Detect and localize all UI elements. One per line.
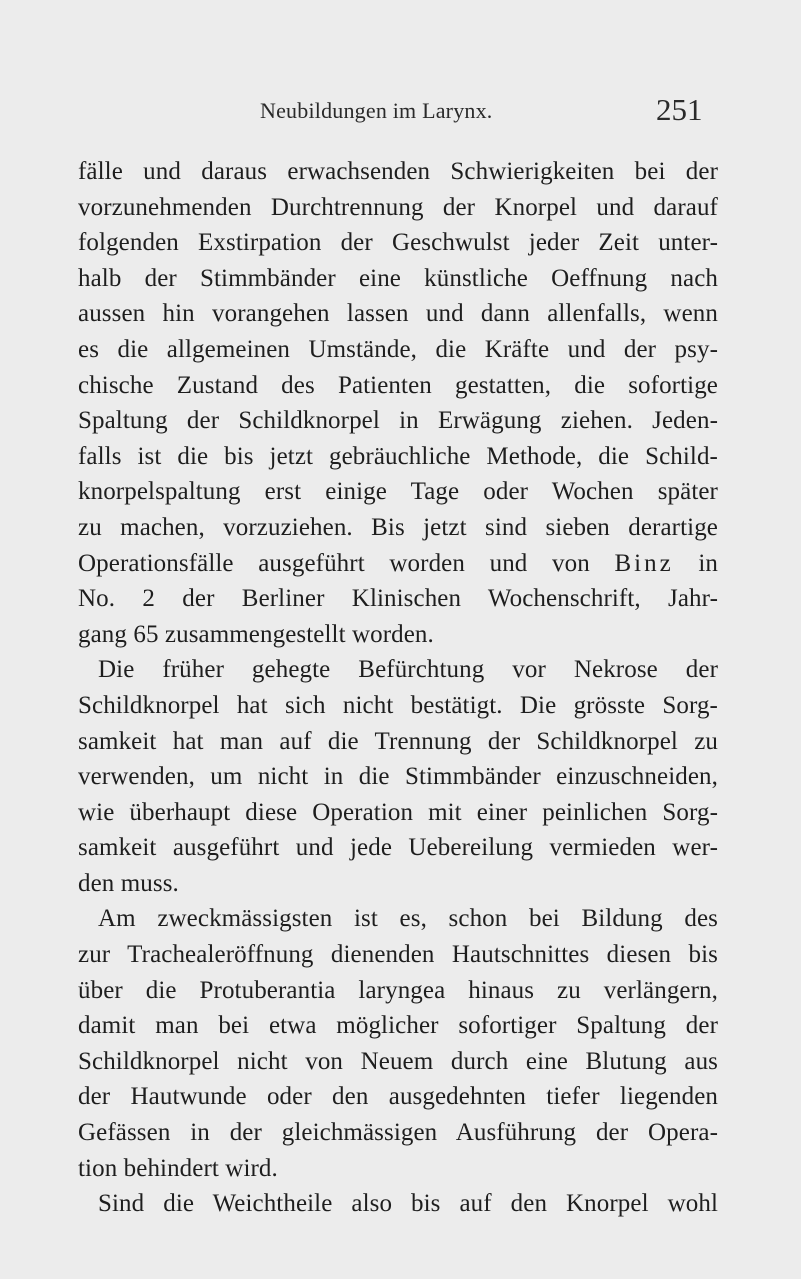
text-line: fälle und daraus erwachsenden Schwierigkeiten bei der	[78, 158, 718, 185]
text-line: Am zweckmässigsten ist es, schon bei Bildung des	[98, 905, 718, 933]
running-title: Neubildungen im Larynx.	[260, 98, 493, 123]
text-line: gang 65 zusammengestellt worden.	[78, 620, 434, 648]
text-line: damit man bei etwa möglicher sofortiger Spaltung der	[78, 1012, 718, 1040]
text-line: tion behindert wird.	[78, 1154, 278, 1182]
text-line: samkeit hat man auf die Trennung der Schildknorpel zu	[78, 727, 718, 755]
text-line: chische Zustand des Patienten gestatten, die sofortige	[78, 371, 718, 399]
text-line	[78, 546, 718, 582]
page-header	[0, 90, 801, 130]
author-name: Binz	[614, 549, 674, 577]
text-segment: Operationsfälle ausgeführt worden und von	[78, 549, 590, 577]
text-segment: in	[698, 549, 718, 577]
text-line: zu machen, vorzuziehen. Bis jetzt sind sieben derartige	[78, 513, 718, 541]
text-line: Gefässen in der gleichmässigen Ausführung der Opera-	[78, 1119, 718, 1147]
text-line: der Hautwunde oder den ausgedehnten tiefer liegenden	[78, 1083, 718, 1111]
text-line: samkeit ausgeführt und jede Uebereilung vermieden wer-	[78, 834, 718, 862]
text-line: halb der Stimmbänder eine künstliche Oeffnung nach	[78, 264, 718, 292]
text-line: verwenden, um nicht in die Stimmbänder einzuschneiden,	[78, 763, 718, 791]
text-line: es die allgemeinen Umstände, die Kräfte und der psy-	[78, 335, 718, 363]
text-line: Schildknorpel nicht von Neuem durch eine Blutung aus	[78, 1047, 718, 1075]
body-text	[78, 154, 718, 1222]
text-line: wie überhaupt diese Operation mit einer peinlichen Sorg-	[78, 798, 718, 826]
text-line: knorpelspaltung erst einige Tage oder Wochen später	[78, 478, 718, 506]
text-line: Schildknorpel hat sich nicht bestätigt. Die grösste Sorg-	[78, 691, 718, 719]
text-line: zur Trachealeröffnung dienenden Hautschnittes diesen bis	[78, 941, 718, 969]
text-line: Die früher gehegte Befürchtung vor Nekrose der	[98, 656, 718, 684]
text-line: folgenden Exstirpation der Geschwulst jeder Zeit unter-	[78, 229, 718, 257]
text-line: vorzunehmenden Durchtrennung der Knorpel und darauf	[78, 193, 718, 221]
text-line: Sind die Weichtheile also bis auf den Knorpel wohl	[98, 1190, 718, 1218]
text-line: über die Protuberantia laryngea hinaus zu verlängern,	[78, 976, 718, 1004]
text-line: den muss.	[78, 869, 179, 897]
text-line: aussen hin vorangehen lassen und dann allenfalls, wenn	[78, 300, 718, 328]
text-line: falls ist die bis jetzt gebräuchliche Methode, die Schild-	[78, 442, 718, 470]
page-number: 251	[656, 92, 703, 127]
text-line: No. 2 der Berliner Klinischen Wochenschrift, Jahr-	[78, 585, 718, 613]
text-line: Spaltung der Schildknorpel in Erwägung ziehen. Jeden-	[78, 407, 718, 435]
